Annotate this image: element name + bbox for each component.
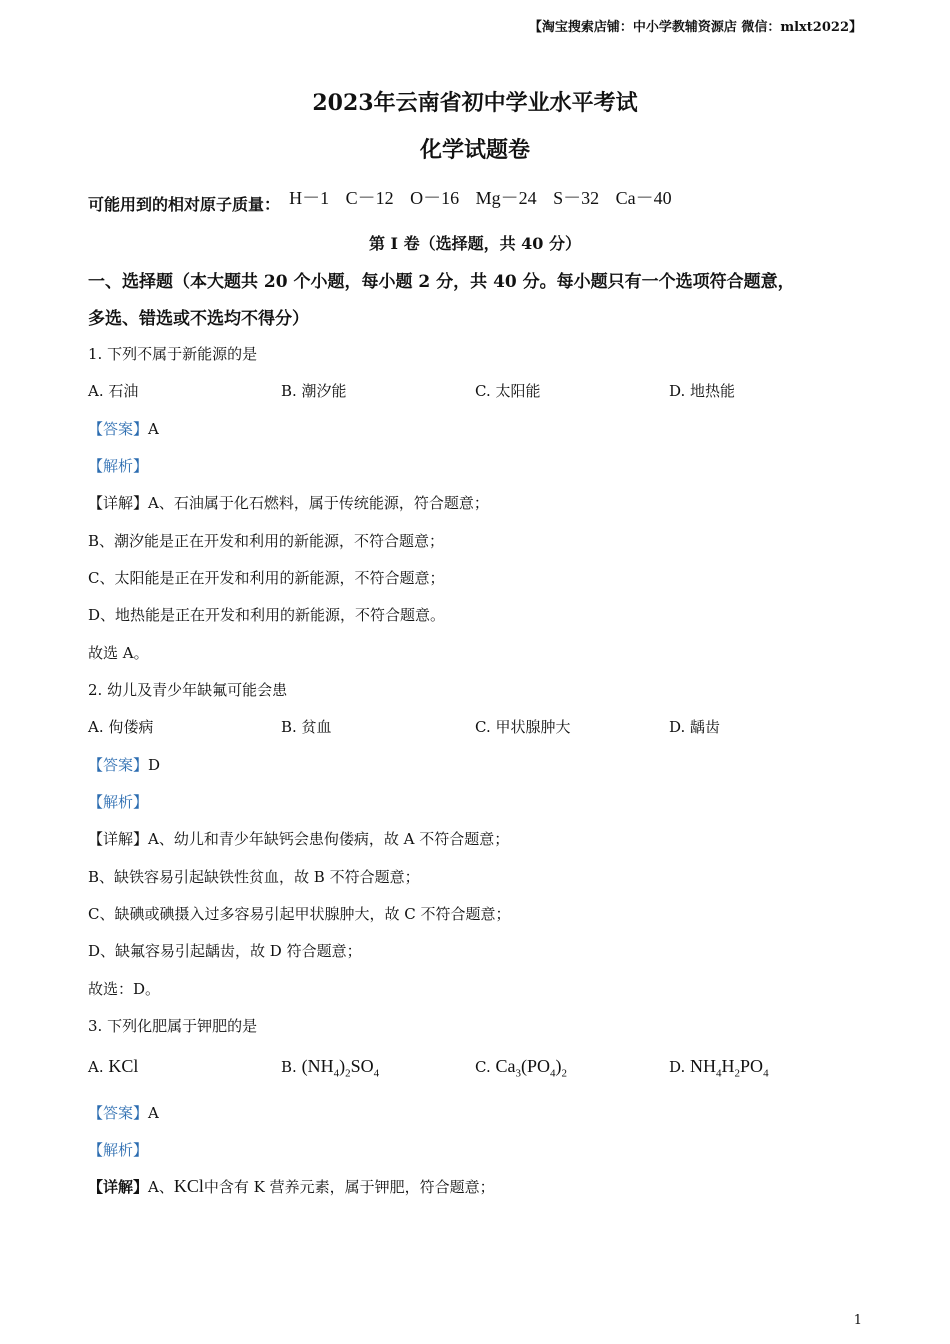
exam-title: 2023年云南省初中学业水平考试 <box>312 90 638 116</box>
section-heading-line2: 多选、错选或不选均不得分） <box>88 309 309 329</box>
q2-analysis-tag: 【解析】 <box>88 793 149 811</box>
q2-stem: 2. 幼儿及青少年缺氟可能会患 <box>88 681 288 699</box>
q1-detail-4: D、地热能是正在开发和利用的新能源，不符合题意。 <box>88 606 446 624</box>
mass-c: C－12 <box>345 188 394 208</box>
q1-detail-2: B、潮汐能是正在开发和利用的新能源，不符合题意； <box>88 532 445 550</box>
detail-tag: 【详解】 <box>88 494 149 512</box>
q2-answer-value: D <box>148 756 161 774</box>
answer-tag: 【答案】 <box>88 1104 149 1122</box>
q3-answer <box>88 1102 159 1123</box>
q1-answer-value: A <box>148 420 159 438</box>
header-note: 【淘宝搜索店铺：中小学教辅资源店 微信：mlxt2022】 <box>528 20 862 35</box>
mass-s: S－32 <box>553 188 600 208</box>
q2-detail-3: C、缺碘或碘摄入过多容易引起甲状腺肿大，故 C 不符合题意； <box>88 905 511 923</box>
q1-conclusion: 故选 A。 <box>88 644 149 662</box>
section-heading-line1: 一、选择题（本大题共 20 个小题，每小题 2 分，共 40 分。每小题只有一个选项符合题意， <box>88 272 795 292</box>
volume-title: 第 I 卷（选择题，共 40 分） <box>368 234 582 253</box>
q2-option-d: D. 龋齿 <box>669 718 721 736</box>
q3-stem: 3. 下列化肥属于钾肥的是 <box>88 1017 258 1035</box>
q1-answer <box>88 418 159 439</box>
q1-detail-1: 【详解】A、石油属于化石燃料，属于传统能源，符合题意； <box>88 494 489 512</box>
formula-kcl: KCl <box>108 1056 139 1076</box>
mass-ca: Ca－40 <box>615 188 672 208</box>
formula-calcium-phosphate: $Ca_3(PO_4)_2$ <box>495 1056 568 1080</box>
detail-tag: 【详解】 <box>88 1178 149 1196</box>
detail-tag: 【详解】 <box>88 830 149 848</box>
exam-subtitle: 化学试题卷 <box>419 137 530 163</box>
q1-option-b: B. 潮汐能 <box>281 382 347 400</box>
q1-option-a: A. 石油 <box>88 382 139 400</box>
q2-option-c: C. 甲状腺肿大 <box>475 718 571 736</box>
q2-detail-4: D、缺氟容易引起龋齿，故 D 符合题意； <box>88 942 362 960</box>
answer-tag: 【答案】 <box>88 756 149 774</box>
q1-option-d: D. 地热能 <box>669 382 736 400</box>
q2-conclusion: 故选：D。 <box>88 980 161 998</box>
q3-analysis-tag: 【解析】 <box>88 1141 149 1159</box>
q2-detail-2: B、缺铁容易引起缺铁性贫血，故 B 不符合题意； <box>88 868 420 886</box>
q2-answer <box>88 754 160 775</box>
mass-h: H－1 <box>289 188 330 208</box>
q3-option-d: D. $NH_4H_2PO_4$ <box>669 1056 769 1080</box>
q3-detail-1: 【详解】A、KCl中含有 K 营养元素，属于钾肥，符合题意； <box>88 1176 495 1196</box>
formula-ammonium-dihydrogen-phosphate: $NH_4H_2PO_4$ <box>690 1056 769 1080</box>
q1-option-c: C. 太阳能 <box>475 382 541 400</box>
q3-option-b: B. $(NH_4)_2SO_4$ <box>281 1056 380 1080</box>
answer-tag: 【答案】 <box>88 420 149 438</box>
q2-option-b: B. 贫血 <box>281 718 332 736</box>
mass-mg: Mg－24 <box>475 188 537 208</box>
q2-option-a: A. 佝偻病 <box>88 718 154 736</box>
atomic-masses <box>88 184 684 214</box>
page-number: 1 <box>853 1313 862 1328</box>
q3-answer-value: A <box>148 1104 159 1122</box>
mass-o: O－16 <box>410 188 460 208</box>
atomic-masses-label: 可能用到的相对原子质量： <box>88 195 281 214</box>
q2-detail-1: 【详解】A、幼儿和青少年缺钙会患佝偻病，故 A 不符合题意； <box>88 830 510 848</box>
q3-option-c: C. $Ca_3(PO_4)_2$ <box>475 1056 568 1080</box>
q1-stem: 1. 下列不属于新能源的是 <box>88 345 258 363</box>
q1-analysis-tag: 【解析】 <box>88 457 149 475</box>
q3-option-a: A. KCl <box>88 1056 139 1076</box>
q1-detail-3: C、太阳能是正在开发和利用的新能源，不符合题意； <box>88 569 445 587</box>
formula-ammonium-sulfate: $(NH_4)_2SO_4$ <box>301 1056 380 1080</box>
